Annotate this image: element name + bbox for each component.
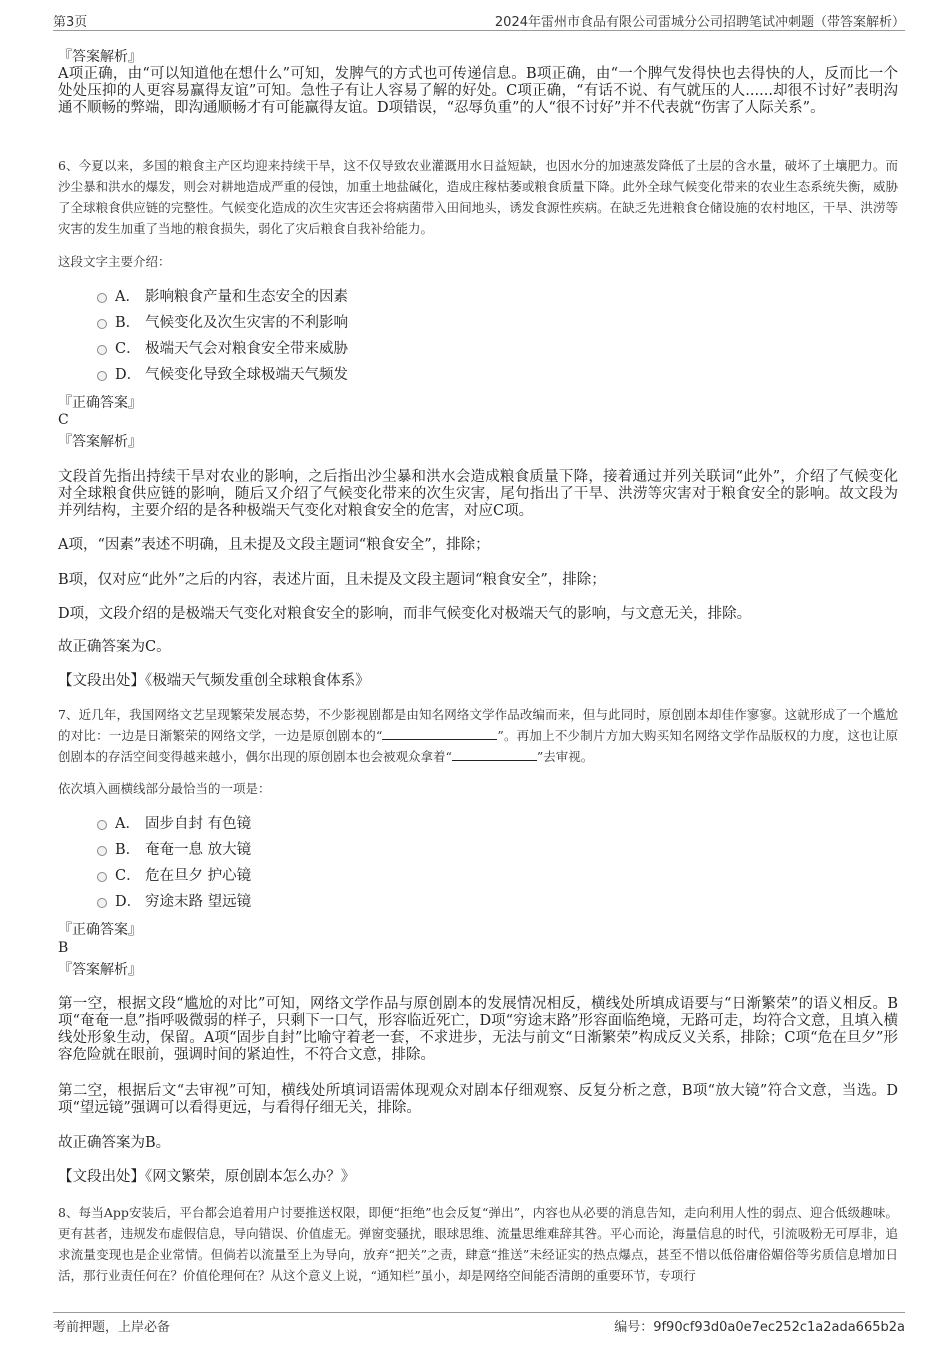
q7-analysis-p1: 第一空，根据文段“尴尬的对比”可知，网络文学作品与原创剧本的发展情况相反，横线处所填成语要与“日渐繁荣”的语义相反。B项“奄奄一息”指呼吸微弱的样子，只剩下一口气，形容临近死亡，D项“穷途末路”形容面临绝境，无路可走，均符合文意，且填入横线处形象生动，保留。A项“固步自封”比喻守着老一套，不求进步，无法与前文“日渐繁荣”构成反义关系，排除；C项“危在旦夕”形容危险就在眼前，强调时间的紧迫性，不符合文意，排除。: [58, 996, 898, 1063]
q6-option-c[interactable]: C． 极端天气会对粮食安全带来威胁: [95, 336, 495, 362]
q6-correct-label: 『正确答案』: [58, 395, 142, 411]
page-footer: [53, 1312, 905, 1333]
q7-analysis-p2: 第二空，根据后文“去审视”可知，横线处所填词语需体现观众对剧本仔细观察、反复分析之意，B项“放大镜”符合文意，当选。D项“望远镜”强调可以看得更远，与看得仔细无关，排除。: [58, 1083, 898, 1116]
radio-icon[interactable]: [97, 345, 107, 355]
q5-analysis-text: A项正确，由“可以知道他在想什么”可知，发脾气的方式也可传递信息。B项正确，由“一个脾气发得快也去得快的人，反而比一个处处压抑的人更容易赢得友谊”可知。急性子有让人容易了解的好处。C项正确，“有话不说、有气就压的人......却很不讨好”表明沟通不顺畅的弊端，即沟通顺畅才有可能赢得友谊。D项错误，“忍辱负重”的人“很不讨好”并不代表就“伤害了人际关系”。: [58, 66, 898, 116]
radio-icon[interactable]: [97, 898, 107, 908]
q7-analysis-label: 『答案解析』: [58, 962, 142, 978]
footer-slogan: 考前押题，上岸必备: [53, 1320, 171, 1335]
q6-question: 这段文字主要介绍：: [58, 254, 171, 269]
q7-answer: B: [58, 940, 69, 956]
q7-question: 依次填入画横线部分最恰当的一项是：: [58, 781, 271, 796]
document-title: 2024年雷州市食品有限公司雷城分公司招聘笔试冲刺题（带答案解析）: [494, 15, 905, 30]
radio-icon[interactable]: [97, 371, 107, 381]
q6-answer: C: [58, 412, 69, 428]
page-header: [53, 8, 905, 31]
radio-icon[interactable]: [97, 319, 107, 329]
q5-analysis-label: 『答案解析』: [58, 49, 142, 65]
document-id: 编号：9f90cf93d0a0e7ec252c1a2ada665b2a: [614, 1320, 905, 1335]
q6-analysis-p4: D项，文段介绍的是极端天气变化对粮食安全的影响，而非气候变化对极端天气的影响，与文意无关，排除。: [58, 606, 752, 622]
q6-option-b[interactable]: B． 气候变化及次生灾害的不利影响: [95, 310, 495, 336]
radio-icon[interactable]: [97, 293, 107, 303]
radio-icon[interactable]: [97, 820, 107, 830]
radio-icon[interactable]: [97, 846, 107, 856]
radio-icon[interactable]: [97, 872, 107, 882]
q6-analysis-p3: B项，仅对应“此外”之后的内容，表述片面，且未提及文段主题词“粮食安全”，排除；: [58, 572, 606, 588]
q6-option-a[interactable]: A． 影响粮食产量和生态安全的因素: [95, 284, 495, 310]
q7-option-c[interactable]: C． 危在旦夕 护心镜: [95, 863, 495, 889]
q7-options: [95, 811, 495, 915]
q7-stem: 7、近几年，我国网络文艺呈现繁荣发展态势，不少影视剧都是由知名网络文学作品改编而来，但与此同时，原创剧本却佳作寥寥。这就形成了一个尴尬的对比：一边是日渐繁荣的网络文学，一边是原创剧本的“ ”。再加上不少制片方加大购买知名网络文学作品版权的力度，这也让原创剧本的存活空间变得越来越小，偶尔出现的原创剧本也会被观众拿着“ ”去审视。: [58, 707, 898, 764]
q8-stem: 8、每当App安装后，平台都会追着用户讨要推送权限，即便“拒绝”也会反复“弹出”，内容也从必要的消息告知，走向利用人性的弱点、迎合低级趣味。更有甚者，违规发布虚假信息，导向错误、价值虚无。弹窗变骚扰，眼球思维、流量思维难辞其咎。平心而论，海量信息的时代，引流吸粉无可厚非，追求流量变现也是企业常情。但倘若以流量至上为导向，放弃“把关”之责，肆意“推送”未经证实的热点爆点，甚至不惜以低俗庸俗媚俗等劣质信息增加日活，那行业责任何在？价值伦理何在？从这个意义上说，“通知栏”虽小，却是网络空间能否清朗的重要环节，专项行: [58, 1205, 898, 1283]
q6-options: [95, 284, 495, 388]
q7-option-b[interactable]: B． 奄奄一息 放大镜: [95, 837, 495, 863]
q6-source: 【文段出处】《极端天气频发重创全球粮食体系》: [58, 673, 370, 689]
q6-option-d[interactable]: D． 气候变化导致全球极端天气频发: [95, 362, 495, 388]
q6-analysis-p1: 文段首先指出持续干旱对农业的影响，之后指出沙尘暴和洪水会造成粮食质量下降，接着通过并列关联词“此外”，介绍了气候变化对全球粮食供应链的影响，随后又介绍了气候变化带来的次生灾害，尾句指出了干旱、洪涝等灾害对于粮食安全的影响。故文段为并列结构，主要介绍的是各种极端天气变化对粮食安全的危害，对应C项。: [58, 469, 898, 519]
q7-correct-label: 『正确答案』: [58, 922, 142, 938]
page-number: 第3页: [53, 15, 88, 30]
q7-option-d[interactable]: D． 穷途末路 望远镜: [95, 889, 495, 915]
q6-analysis-p5: 故正确答案为C。: [58, 639, 171, 655]
q7-analysis-p3: 故正确答案为B。: [58, 1135, 171, 1151]
q7-source: 【文段出处】《网文繁荣，原创剧本怎么办？》: [58, 1169, 356, 1185]
q7-blank-2[interactable]: [452, 747, 537, 761]
q7-blank-1[interactable]: [382, 726, 497, 740]
q6-analysis-label: 『答案解析』: [58, 434, 142, 450]
q6-stem: 6、今夏以来，多国的粮食主产区均迎来持续干旱，这不仅导致农业灌溉用水日益短缺，也因水分的加速蒸发降低了土层的含水量，破坏了土壤肥力。而沙尘暴和洪水的爆发，则会对耕地造成严重的侵蚀，加重土地盐碱化，造成庄稼枯萎或粮食质量下降。此外全球气候变化带来的农业生态系统失衡，威胁了全球粮食供应链的完整性。气候变化造成的次生灾害还会将病菌带入田间地头，诱发食源性疾病。在缺乏先进粮食仓储设施的农村地区，干旱、洪涝等灾害的发生加重了当地的粮食损失，弱化了灾后粮食自我补给能力。: [58, 158, 898, 236]
q6-analysis-p2: A项，“因素”表述不明确，且未提及文段主题词“粮食安全”，排除；: [58, 537, 490, 553]
q7-option-a[interactable]: A． 固步自封 有色镜: [95, 811, 495, 837]
